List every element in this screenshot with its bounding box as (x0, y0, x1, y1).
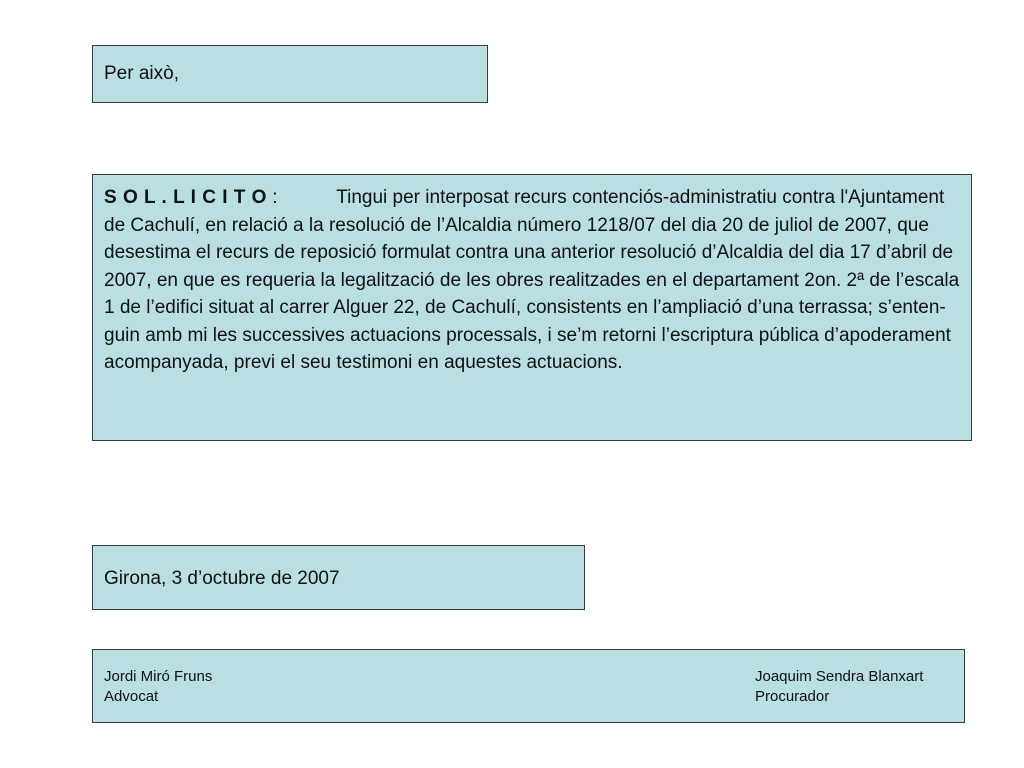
signature-procurator (755, 667, 923, 707)
request-box (92, 174, 972, 441)
request-body: Tingui per interposat recurs contenciós-administratiu contra l'Ajuntament de Cachulí, en relació a la resolució de l’Alcaldia número 1218/07 del dia 20 de juliol de 2007, que desestima el recurs de reposició formulat contra una anterior resolució d’Alcaldia del dia 17 d’abril de 2007, en que es requeria la legalització de les obres realitzades en el departament 2on. 2ª de l’escala 1 de l’edifici situat al carrer Alguer 22, de Cachulí, consistents en l’ampliació d’una terrassa; s’entenguin amb mi les successives actuacions processals, i se’m retorni l’escriptura pública d’apoderament acompanyada, previ el seu testimoni en aquestes actuacions. (104, 187, 960, 373)
date-box (92, 545, 585, 610)
intro-box (92, 45, 488, 103)
intro-text: Per això, (104, 63, 179, 84)
request-colon: : (272, 187, 278, 208)
lawyer-role: Advocat (104, 688, 159, 705)
date-text: Girona, 3 d’octubre de 2007 (104, 568, 340, 589)
request-heading: S O L . L I C I T O (104, 187, 267, 208)
signature-lawyer (104, 667, 212, 707)
signatures-box (92, 649, 965, 723)
procurator-name: Joaquim Sendra Blanxart (755, 668, 924, 685)
lawyer-name: Jordi Miró Fruns (104, 668, 213, 685)
procurator-role: Procurador (755, 688, 830, 705)
